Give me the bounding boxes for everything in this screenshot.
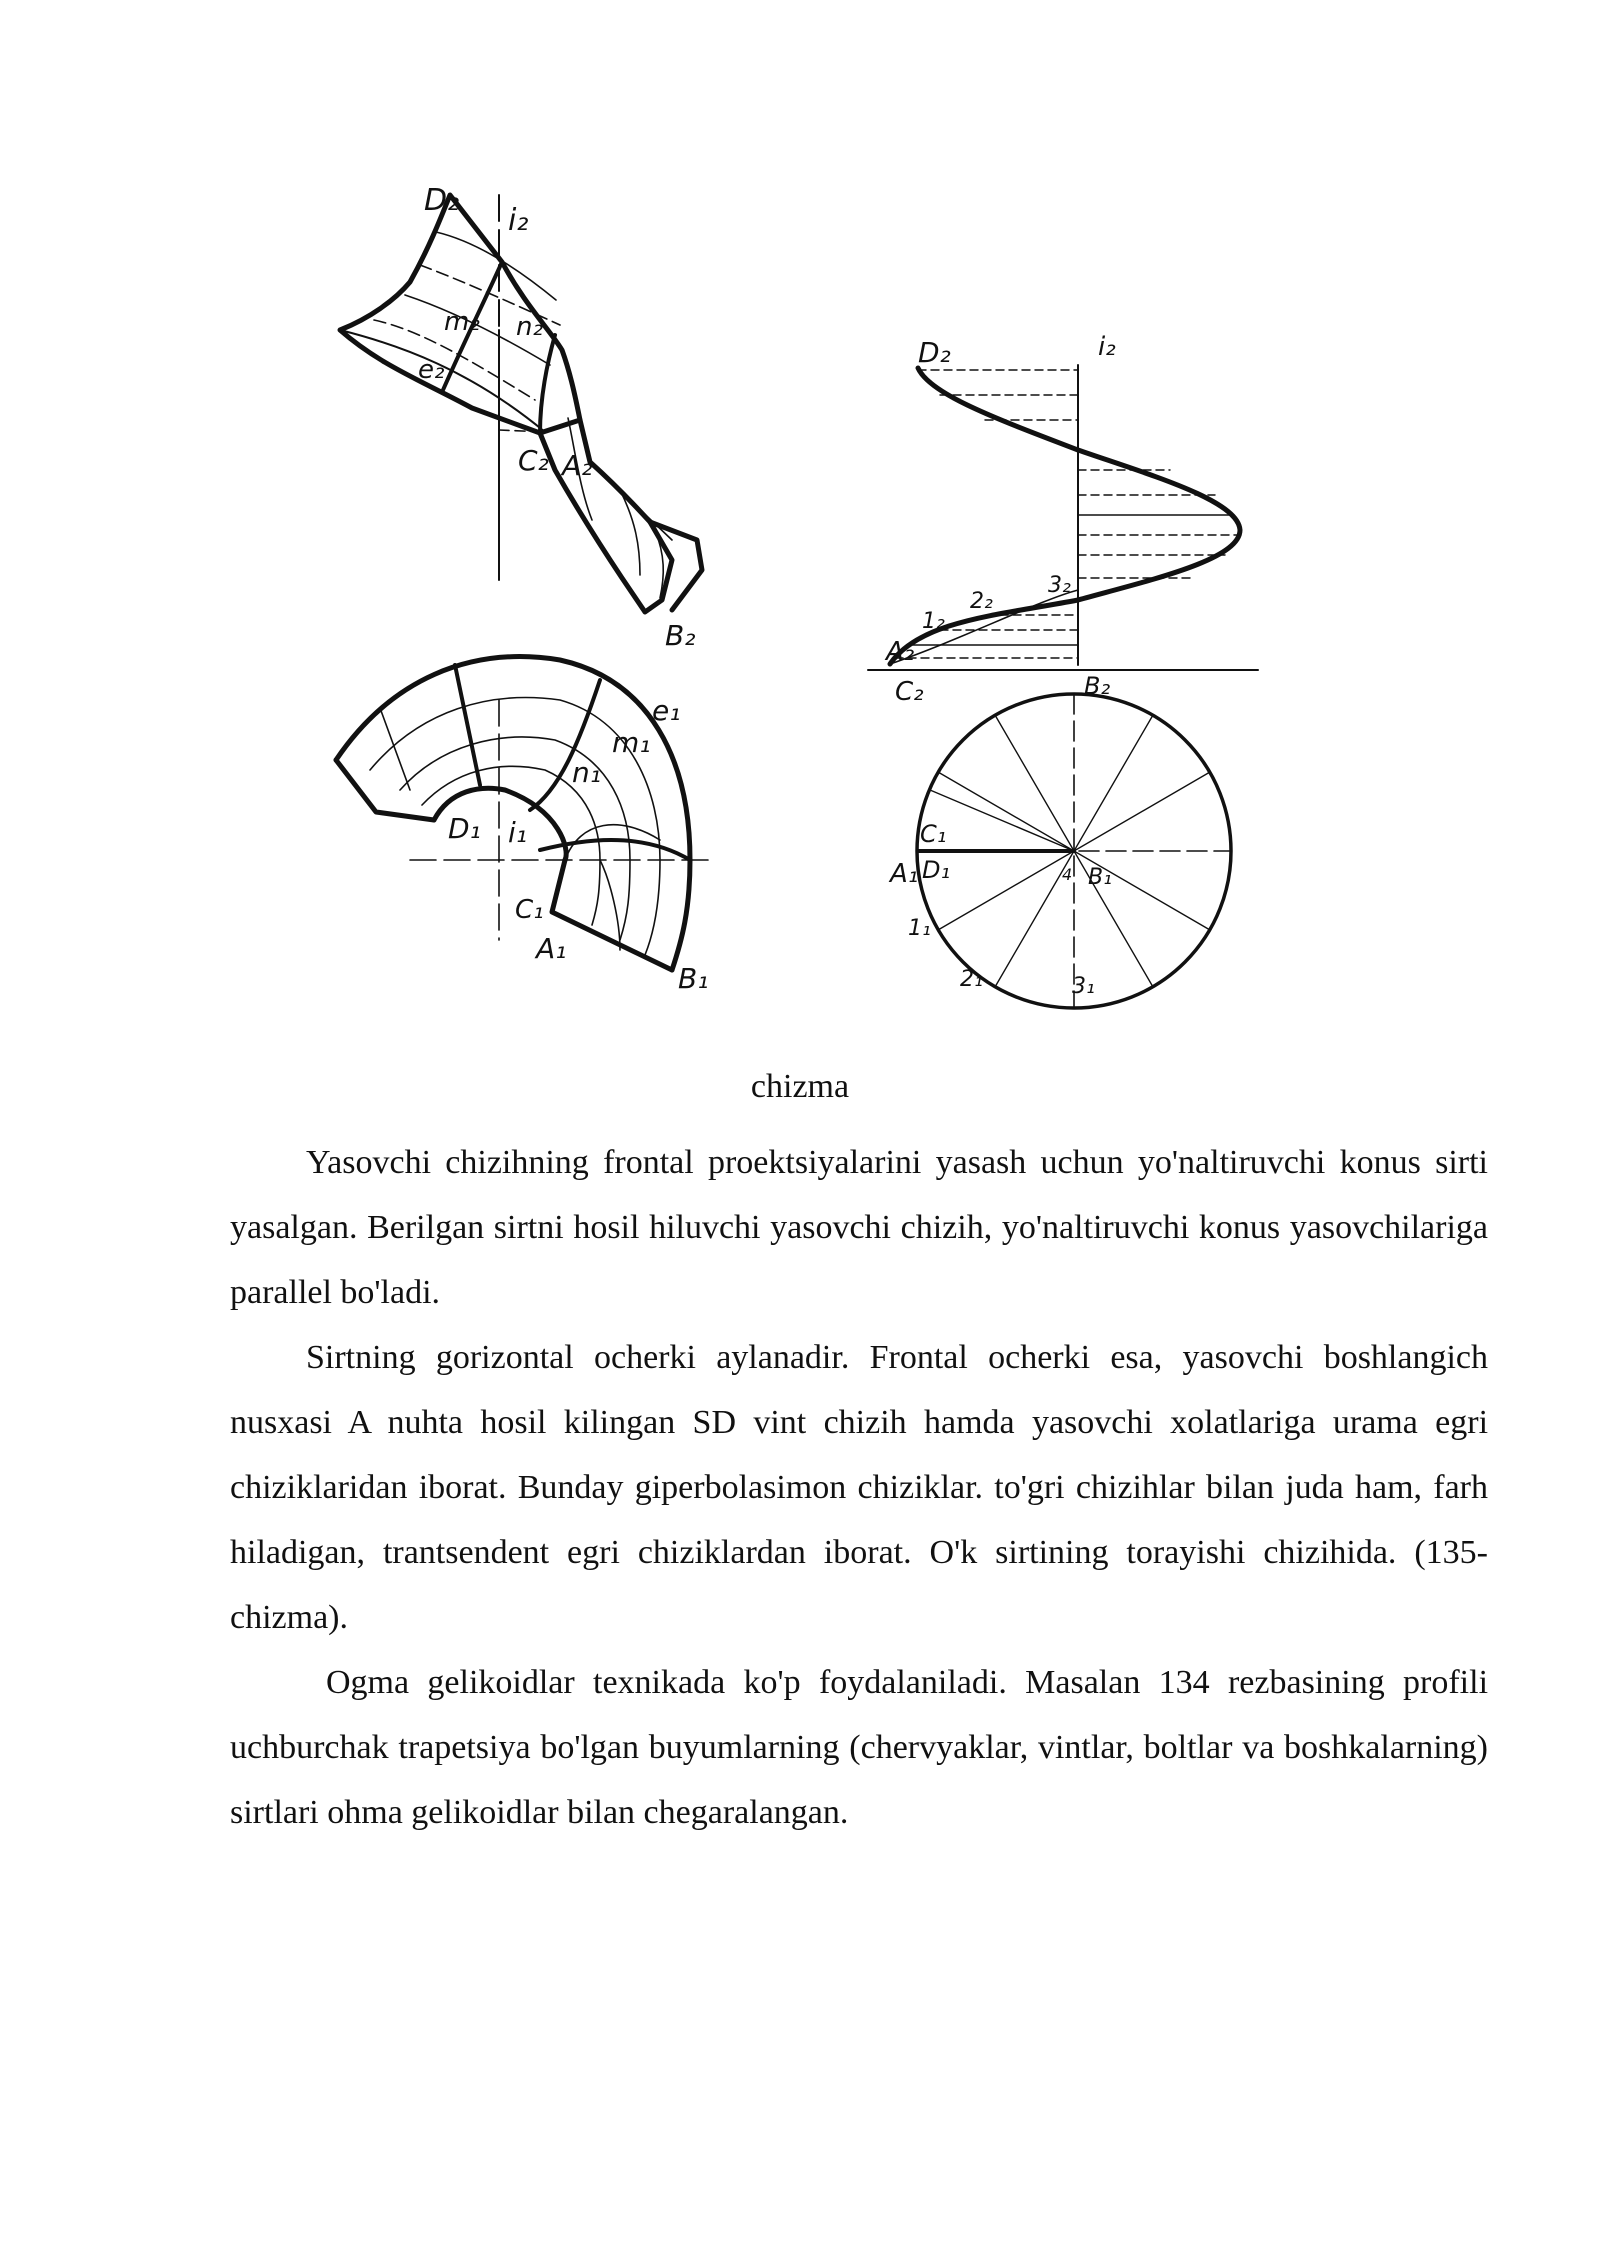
label-B1: B₁ bbox=[678, 962, 709, 995]
label-B2: B₂ bbox=[665, 619, 696, 652]
label-right-D1: D₁ bbox=[922, 856, 951, 884]
label-right-4: 4 bbox=[1062, 865, 1073, 884]
para1-line2: yo'naltiruvchi konus sirti yasalgan. Berilgan sirtni hosil hiluvchi yasovchi chizih, bbox=[230, 1144, 1489, 1246]
label-right-C2: C₂ bbox=[895, 677, 924, 707]
label-right-21: 2₁ bbox=[960, 967, 983, 992]
paragraph-2 bbox=[230, 1325, 1488, 1650]
label-right-B1: B₁ bbox=[1088, 865, 1112, 890]
body-text bbox=[230, 1130, 1488, 1845]
label-n2: n₂ bbox=[516, 312, 543, 342]
label-n1: n₁ bbox=[572, 756, 601, 789]
para2-line4: to'gri chizihlar bilan juda ham, farh hiladigan, trantsendent egri chiziklardan bbox=[230, 1469, 1488, 1571]
label-D1: D₁ bbox=[448, 812, 481, 845]
para3-line2: profili uchburchak trapetsiya bo'lgan buyumlarning (chervyaklar, vintlar, boltlar bbox=[230, 1664, 1489, 1766]
label-right-11: 1₁ bbox=[908, 916, 931, 941]
label-D2: D₂ bbox=[424, 183, 460, 218]
label-right-31: 3₁ bbox=[1072, 974, 1095, 999]
label-right-A2: A₂ bbox=[886, 637, 915, 667]
label-right-D2: D₂ bbox=[918, 336, 951, 369]
label-i2: i₂ bbox=[508, 203, 529, 238]
label-i1: i₁ bbox=[508, 816, 528, 849]
label-right-i2: i₂ bbox=[1098, 332, 1116, 362]
label-right-C1: C₁ bbox=[920, 820, 947, 848]
para2-line3: xolatlariga urama egri chiziklaridan iborat. Bunday giperbolasimon chiziklar. bbox=[230, 1404, 1489, 1506]
label-e2: e₂ bbox=[418, 355, 445, 385]
label-right-22: 2₂ bbox=[970, 589, 993, 614]
para1-line3: yo'naltiruvchi konus yasovchilariga parallel bo'ladi. bbox=[230, 1209, 1489, 1311]
label-C1: C₁ bbox=[515, 895, 544, 925]
label-e1: e₁ bbox=[652, 694, 681, 727]
para2-line2: boshlangich nusxasi A nuhta hosil kilingan SD vint chizih hamda yasovchi bbox=[230, 1339, 1489, 1441]
label-right-B2: B₂ bbox=[1084, 672, 1111, 700]
paragraph-1 bbox=[230, 1130, 1488, 1325]
para2-line5: iborat. O'k sirtining torayishi chizihida. (135-chizma). bbox=[230, 1534, 1488, 1636]
figure-caption: chizma bbox=[750, 1068, 850, 1105]
label-m1: m₁ bbox=[612, 726, 651, 759]
right-horizontal-circle bbox=[917, 694, 1231, 1008]
para3-line1: Ogma gelikoidlar texnikada ko'p foydalaniladi. Masalan 134 rezbasining bbox=[326, 1664, 1385, 1701]
para3-line3: va boshkalarning) sirtlari ohma gelikoidlar bilan chegaralangan. bbox=[230, 1729, 1489, 1831]
label-right-A1: A₁ bbox=[890, 859, 919, 889]
label-right-12: 1₂ bbox=[922, 609, 945, 634]
label-A2: A₂ bbox=[562, 449, 593, 482]
label-right-32: 3₂ bbox=[1048, 573, 1071, 598]
left-frontal-projection bbox=[340, 195, 702, 612]
label-C2: C₂ bbox=[518, 444, 549, 477]
label-m2: m₂ bbox=[444, 307, 480, 337]
technical-drawing bbox=[0, 0, 1600, 1040]
para2-line1: Sirtning gorizontal ocherki aylanadir. Frontal ocherki esa, yasovchi bbox=[306, 1339, 1304, 1376]
label-A1: A₁ bbox=[536, 932, 567, 965]
paragraph-3 bbox=[230, 1650, 1488, 1845]
para1-line1: Yasovchi chizihning frontal proektsiyalarini yasash uchun bbox=[306, 1144, 1124, 1181]
